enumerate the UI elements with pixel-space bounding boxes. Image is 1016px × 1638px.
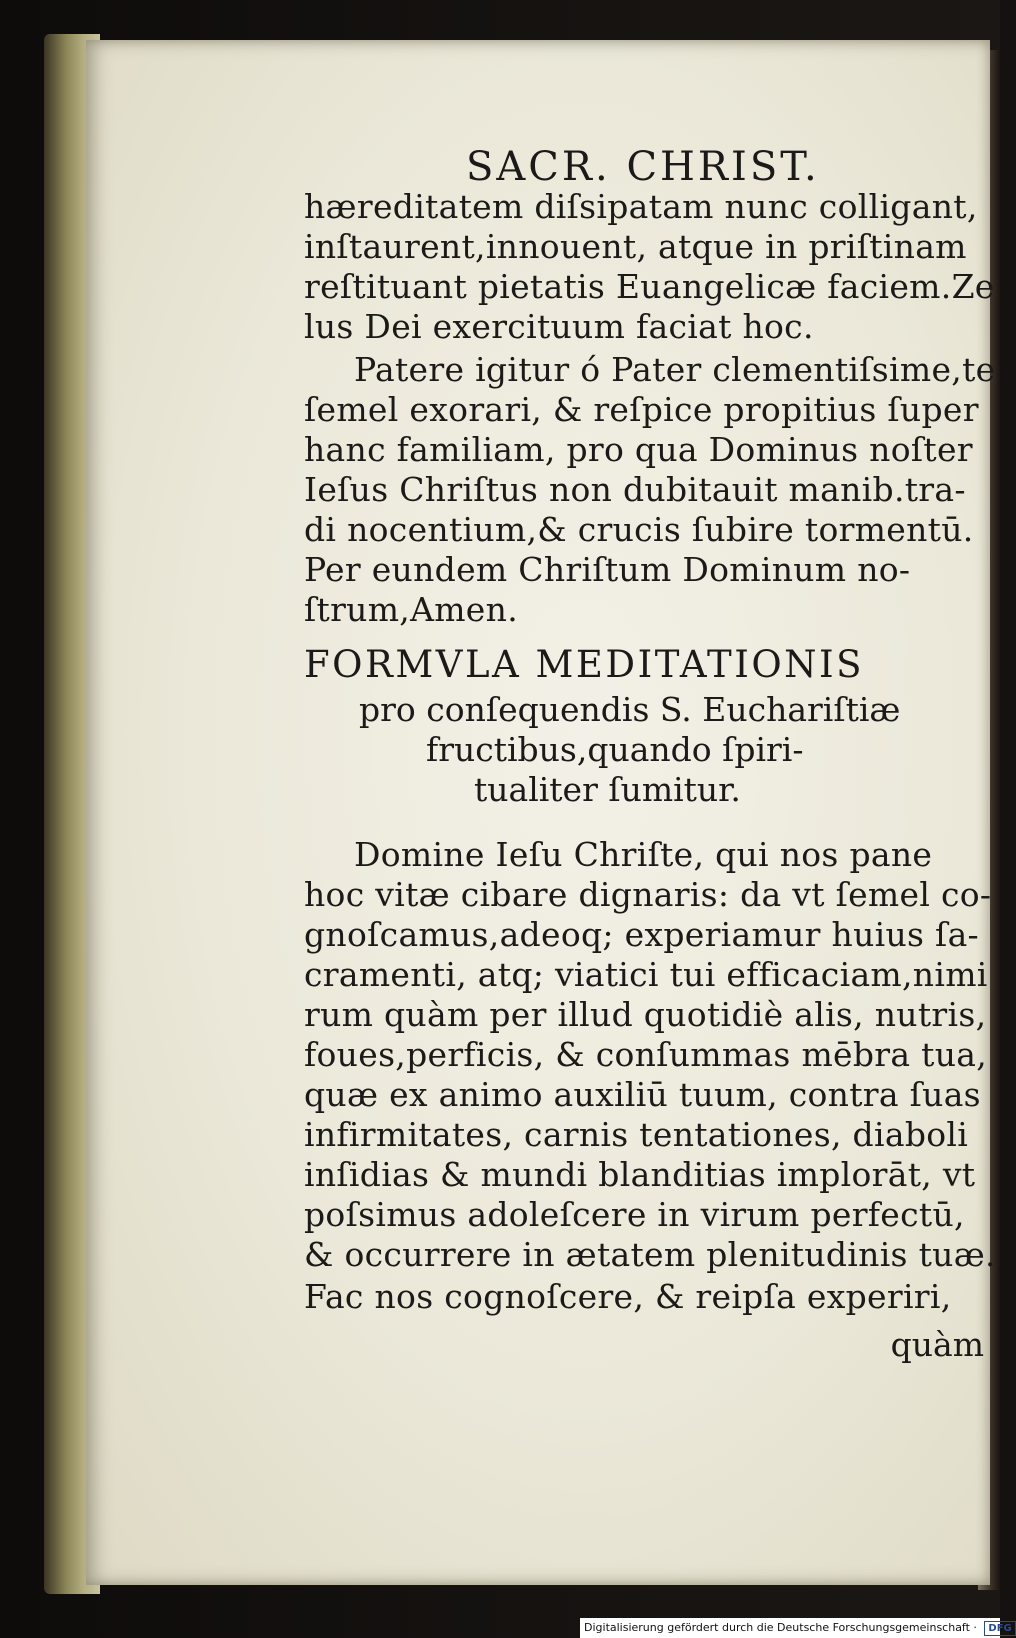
text-line: foues,perficis, & conſummas mēbra tua, <box>304 1035 988 1074</box>
text-line: hoc vitæ cibare dignaris: da vt ſemel co- <box>304 875 992 914</box>
text-line: quæ ex animo auxiliū tuum, contra ſuas <box>304 1075 981 1114</box>
text-line: Patere igitur ó Pater clementiſsime,te <box>354 350 996 389</box>
text-line: inſtaurent,innouent, atque in priſtinam <box>304 227 967 266</box>
text-line: gnoſcamus,adeoq; experiamur huius ſa- <box>304 915 979 954</box>
catchword: quàm <box>890 1325 984 1364</box>
text-line: cramenti, atq; viatici tui efficaciam,nimi <box>304 955 988 994</box>
text-line: di nocentium,& crucis ſubire tormentū. <box>304 510 974 549</box>
text-line: poſsimus adoleſcere in virum perfectū, <box>304 1195 965 1234</box>
text-line: Domine Ieſu Chriſte, qui nos pane <box>354 835 933 874</box>
text-line: lus Dei exercituum faciat hoc. <box>304 307 814 346</box>
text-line: infirmitates, carnis tentationes, diaboli <box>304 1115 969 1154</box>
text-line: & occurrere in ætatem plenitudinis tuæ. <box>304 1235 996 1274</box>
text-line: Fac nos cognoſcere, & reipſa experiri, <box>304 1277 952 1316</box>
section-subheading: pro conſequendis S. Euchariſtiæ <box>359 690 901 729</box>
section-subheading: fructibus,quando ſpiri- <box>426 730 804 769</box>
text-line: Per eundem Chriſtum Dominum no- <box>304 550 911 589</box>
section-heading: FORMVLA MEDITATIONIS <box>304 643 865 686</box>
book-page <box>86 40 996 1585</box>
text-line: rum quàm per illud quotidiè alis, nutris, <box>304 995 987 1034</box>
text-line: hanc familiam, pro qua Dominus noſter <box>304 430 973 469</box>
section-subheading: tualiter ſumitur. <box>474 770 741 809</box>
text-line: reſtituant pietatis Euangelicæ faciem.Ze <box>304 267 995 306</box>
credit-text: Digitalisierung gefördert durch die Deutsche Forschungsgemeinschaft · <box>584 1621 977 1634</box>
text-line: inſidias & mundi blanditias implorāt, vt <box>304 1155 976 1194</box>
text-line: hæreditatem diſsipatam nunc colligant, <box>304 187 978 226</box>
text-line: Ieſus Chriſtus non dubitauit manib.tra- <box>304 470 966 509</box>
text-line: ſtrum,Amen. <box>304 590 518 629</box>
running-head: SACR. CHRIST. <box>466 144 820 190</box>
text-line: ſemel exorari, & reſpice propitius ſuper <box>304 390 979 429</box>
dfg-logo-icon: DFG <box>984 1621 1015 1636</box>
digitization-credit <box>580 1618 1012 1638</box>
